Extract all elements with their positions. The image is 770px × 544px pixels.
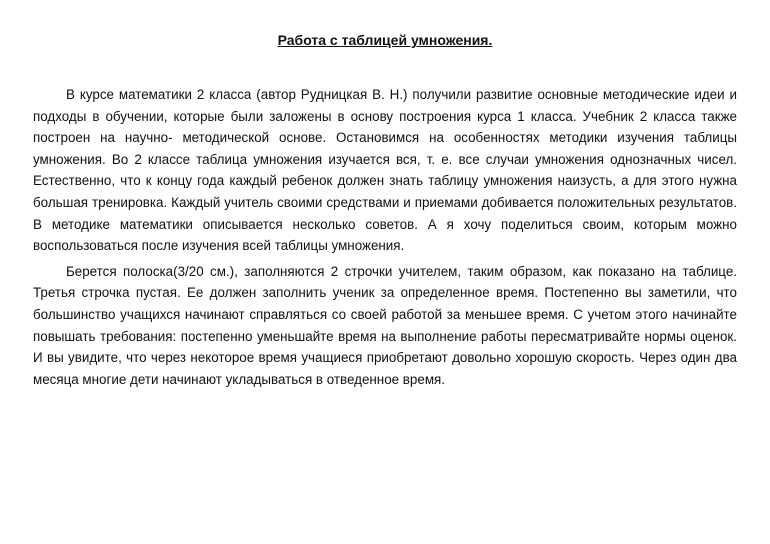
paragraph-2: Берется полоска(3/20 см.), заполняются 2 строчки учителем, таким образом, как показано на таблице. Третья строчка пустая. Ее должен заполнить ученик за определенное время. Постепенно вы заметили, что большинство учащихся начинают справляться со своей работой за меньшее время. С учетом этого начинайте повышать требования: постепенно уменьшайте время на выполнение работы пересматривайте нормы оценок. И вы увидите, что через некоторое время учащиеся приобретают довольно хорошую скорость. Через один два месяца многие дети начинают укладываться в отведенное время.	[33, 263, 737, 387]
paragraph-1: В курсе математики 2 класса (автор Рудницкая В. Н.) получили развитие основные методические идеи и подходы в обучении, которые были заложены в основу построения курса 1 класса. Учебник 2 класса также построен на научно- методической основе. Остановимся на особенностях методики изучения таблицы умножения. Во 2 классе таблица умножения изучается вся, т. е. все случаи умножения однозначных чисел. Естественно, что к концу года каждый ребенок должен знать таблицу умножения наизусть, а для этого нужна большая тренировка. Каждый учитель своими средствами и приемами добивается положительных результатов. В методике математики описывается несколько советов. А я хочу поделиться своим, которым можно воспользоваться после изучения всей таблицы умножения.	[33, 87, 737, 254]
document-title: Работа с таблицей умножения.	[277, 32, 493, 48]
document-page	[33, 30, 737, 390]
